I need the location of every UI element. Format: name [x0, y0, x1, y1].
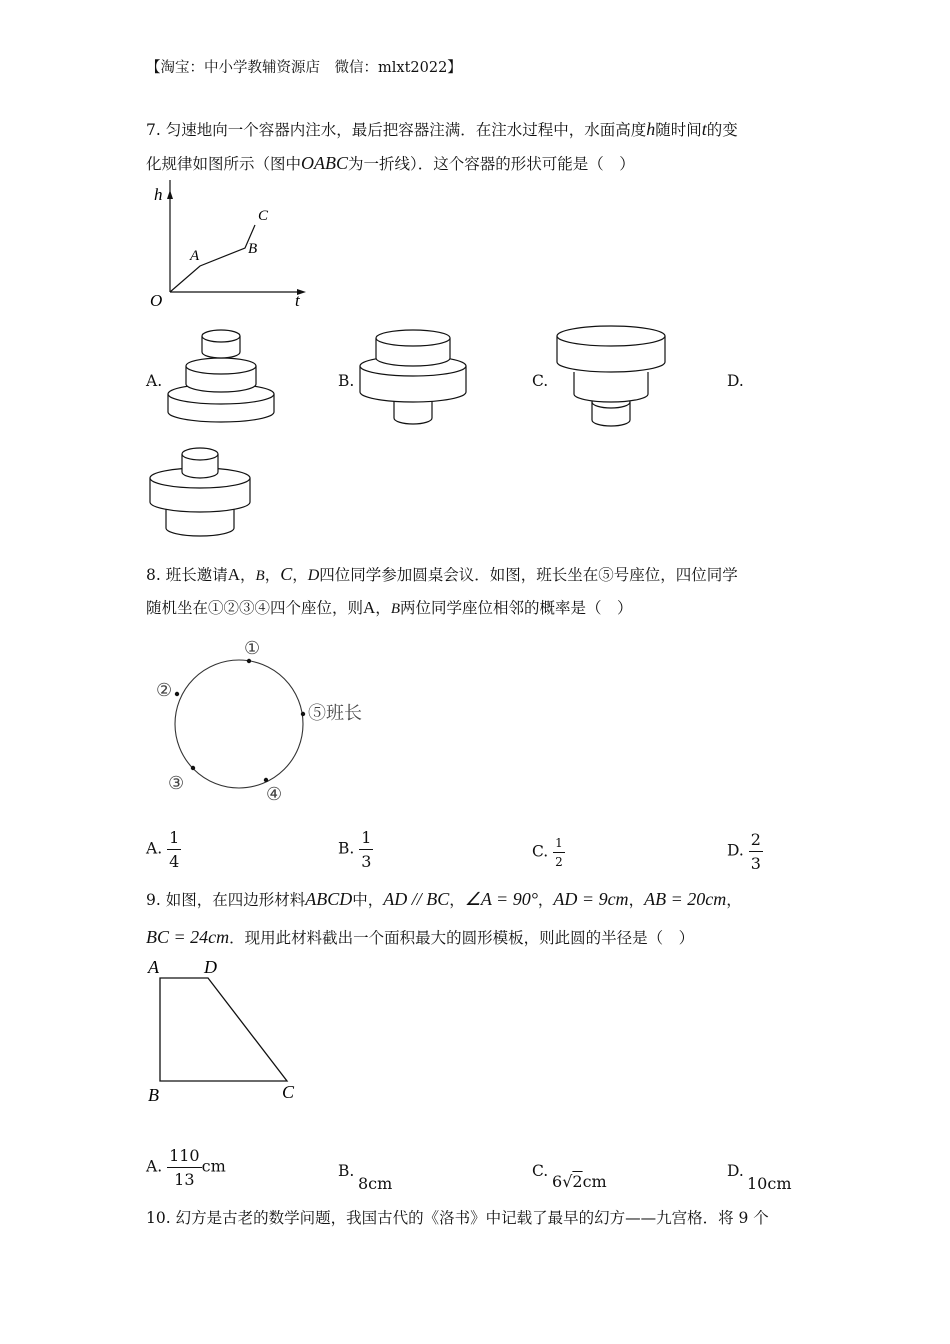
q8-option-c: C. $\frac{1}{2}$ — [532, 836, 563, 869]
seat-3-label: ③ — [168, 773, 185, 793]
vertex-a: A — [148, 957, 159, 977]
label-b: B — [248, 241, 258, 257]
q7-option-a-label: A. — [146, 372, 163, 390]
q7-line2: 化规律如图所示（图中OABC为一折线）．这个容器的形状可能是（ ） — [146, 153, 635, 173]
q7-option-d-label: D. — [727, 372, 744, 390]
seat-5-label: ⑤班长 — [308, 703, 362, 723]
label-a: A — [190, 248, 200, 264]
q9-line1: 9. 如图，在四边形材料ABCD中，AD // BC，∠A = 90°，AD = 9cm，AB = 20cm， — [146, 889, 742, 909]
q9-option-c-value: 6√2cm — [552, 1172, 607, 1191]
seat-3-dot — [191, 766, 195, 770]
q7-container-b — [356, 328, 471, 428]
trapezoid-abcd — [160, 978, 287, 1081]
q9-option-d-label: D. — [727, 1162, 744, 1180]
q8-option-b: B. $\frac{1}{3}$ — [338, 828, 372, 871]
seat-4-dot — [264, 778, 268, 782]
seat-1-label: ① — [244, 638, 261, 658]
label-h: h — [154, 185, 163, 204]
q9-option-c-label: C. — [532, 1162, 549, 1180]
q10-line1: 10. 幻方是古老的数学问题，我国古代的《洛书》中记载了最早的幻方——九宫格．将 9 个 — [146, 1209, 769, 1227]
label-c: C — [258, 208, 269, 224]
vertex-d: D — [204, 957, 217, 977]
q8-line1: 8. 班长邀请A，B，C，D四位同学参加圆桌会议．如图，班长坐在⑤号座位，四位同学 — [146, 564, 738, 584]
q9-option-b-label: B. — [338, 1162, 355, 1180]
q8-option-a: A. $\frac{1}{4}$ — [146, 828, 180, 871]
q9-trapezoid — [140, 955, 310, 1105]
vertex-b: B — [148, 1085, 159, 1105]
q7-option-b-label: B. — [338, 372, 355, 390]
q9-line2: BC = 24cm．现用此材料截出一个面积最大的圆形模板，则此圆的半径是（ ） — [146, 927, 695, 947]
y-axis-arrow — [167, 190, 173, 199]
label-o: O — [150, 291, 163, 310]
q7-graph — [140, 180, 320, 310]
q8-option-d: D. $\frac{2}{3}$ — [727, 830, 761, 873]
q9-option-a: A. $\frac{110}{13}$ cm — [146, 1146, 226, 1189]
sqrt-symbol: √ — [562, 1172, 573, 1191]
seat-2-dot — [175, 692, 179, 696]
seat-4-label: ④ — [266, 784, 283, 804]
q9-option-d-value: 10cm — [747, 1174, 792, 1193]
vertex-c: C — [282, 1082, 295, 1102]
header-text: 【淘宝：中小学教辅资源店 微信：mlxt2022】 — [146, 60, 462, 76]
q7-container-a — [164, 324, 279, 428]
q8-round-table — [148, 632, 388, 810]
q7-option-c-label: C. — [532, 372, 549, 390]
q9-option-b-value: 8cm — [358, 1174, 393, 1193]
seat-5-dot — [301, 712, 305, 716]
q7-container-c — [552, 324, 670, 430]
q7-line1: 7. 匀速地向一个容器内注水，最后把容器注满．在注水过程中，水面高度h随时间t的变 — [146, 119, 738, 139]
broken-line-oabc — [170, 225, 258, 292]
seat-1-dot — [247, 659, 251, 663]
label-t: t — [295, 291, 300, 310]
seat-2-label: ② — [156, 680, 173, 700]
q8-line2: 随机坐在①②③④四个座位，则A，B两位同学座位相邻的概率是（ ） — [146, 598, 633, 617]
q7-container-d — [146, 446, 254, 542]
